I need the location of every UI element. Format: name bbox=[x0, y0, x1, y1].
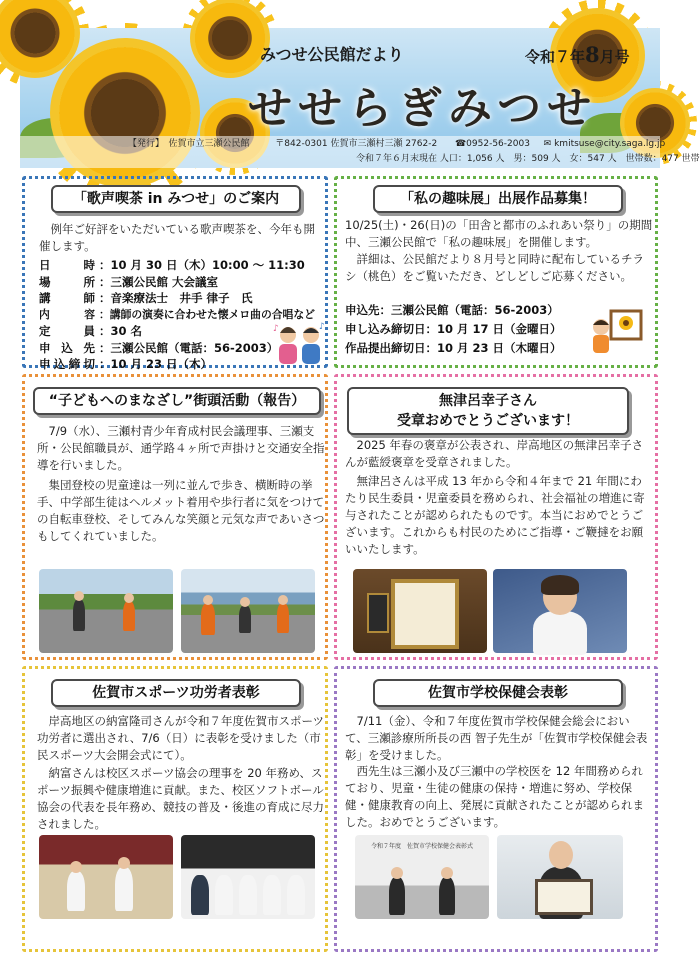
kissa-title: 「歌声喫茶 in みつせ」のご案内 bbox=[51, 185, 301, 213]
detail-row: 申込締切 ：10 月 23 日（木） bbox=[39, 357, 213, 371]
kissa-section bbox=[22, 176, 328, 371]
kodomo-title: “子どもへのまなざし”街頭活動（報告） bbox=[33, 387, 321, 415]
sunflower-image bbox=[190, 0, 270, 78]
detail-row: 場 所 ：三瀬公民館 大会議室 bbox=[39, 274, 219, 289]
ceremony-hall-photo bbox=[355, 835, 489, 919]
sports-section bbox=[22, 666, 328, 952]
award-certificate-photo bbox=[353, 569, 487, 653]
issue-year: 令和７年 bbox=[525, 48, 586, 66]
newsletter-subtitle: みつせ公民館だより bbox=[260, 45, 404, 64]
issue-suffix: 月号 bbox=[599, 48, 630, 66]
sports-title: 佐賀市スポーツ功労者表彰 bbox=[51, 679, 301, 707]
certificate-holder-photo bbox=[497, 835, 623, 919]
kishou-title-line-2: 受章おめでとうございます！ bbox=[397, 413, 579, 429]
singing-people-illustration bbox=[273, 321, 327, 365]
kishou-section bbox=[334, 374, 658, 660]
mail-icon: ✉ bbox=[543, 139, 552, 149]
deadline-row: 申し込み締切日：10 月 17 日（金曜日） bbox=[345, 322, 562, 336]
hoken-paragraph-1: 7/11（金）、令和７年度佐賀市学校保健会総会において、三瀬診療所所長の西 智子先生が「佐賀市学校保健会表彰」を受けました。 bbox=[345, 714, 648, 762]
kishou-paragraph-2: 無津呂さんは平成 13 年から令和４年まで 21 年間にわたり民生委員・児童委員を務められ、社会福祉の増進に寄与されたことが認められたものです。本当におめでとうございます。これからも村民のためにご指導・ご鞭撻をお願いいたします。 bbox=[345, 474, 645, 556]
population-stats: 令和７年６月末現在 人口：1,056 人 男：509 人 女：547 人 世帯数：477 世帯 bbox=[356, 154, 700, 164]
kishou-paragraph-1: 2025 年春の褒章が公表され、岸高地区の無津呂幸子さんが藍綬褒章を受章されました。 bbox=[345, 438, 644, 469]
crosswalk-photo bbox=[181, 569, 315, 653]
hoken-title: 佐賀市学校保健会表彰 bbox=[373, 679, 623, 707]
group-photo bbox=[181, 835, 315, 919]
phone: ☎0952-56-2003 bbox=[454, 139, 530, 149]
street-activity-photo bbox=[39, 569, 173, 653]
publisher: 【発行】 佐賀市立三瀬公民館 bbox=[128, 139, 250, 149]
painting-easel-illustration bbox=[589, 307, 645, 355]
deadline-row: 申込先：三瀬公民館（電話：56-2003） bbox=[345, 303, 559, 317]
email-link[interactable]: kmitsuse@city.saga.lg.jp bbox=[554, 139, 666, 149]
detail-row: 講 師 ：音楽療法士 井手 律子 氏 bbox=[39, 291, 253, 305]
award-ceremony-photo bbox=[39, 835, 173, 919]
address: 〒842-0301 佐賀市三瀬村三瀬 2762-2 bbox=[275, 139, 438, 149]
masthead bbox=[20, 28, 700, 168]
svg-text:♪: ♪ bbox=[319, 322, 325, 332]
issue-month: 8 bbox=[585, 42, 600, 67]
detail-row: 内 容 ：講師の演奏に合わせた懐メロ曲の合唱など bbox=[39, 307, 315, 321]
svg-text:♪: ♪ bbox=[273, 324, 279, 334]
newsletter-title: せせらぎみつせ bbox=[248, 83, 598, 134]
shumi-section bbox=[334, 176, 658, 368]
detail-row: 申 込 先 ：三瀬公民館（電話：56-2003） bbox=[39, 340, 279, 355]
shumi-paragraph-1: 10/25(土)・26(日)の「田舎と都市のふれあい祭り」の期間中、三瀬公民館で「私の趣味展」を開催します。 bbox=[345, 218, 653, 249]
hoken-section bbox=[334, 666, 658, 952]
kodomo-paragraph-1: 7/9（水）、三瀬村青少年育成村民会議理事、三瀬支所・公民館職員が、通学路４ヶ所で声掛けと交通安全指導を行いました。 bbox=[37, 424, 325, 472]
kissa-intro: 例年ご好評をいただいている歌声喫茶を、今年も開催します。 bbox=[39, 222, 315, 253]
kishou-title-line-1: 無津呂幸子さん bbox=[439, 393, 537, 409]
shumi-deadlines bbox=[345, 301, 562, 358]
detail-row: 日 時 ：10 月 30 日（木）10:00 ～ 11:30 bbox=[39, 258, 305, 272]
portrait-photo bbox=[493, 569, 627, 653]
ceremony-banner: 令和７年度 佐賀市学校保健会表彰式 bbox=[370, 843, 473, 850]
issue-label bbox=[525, 42, 630, 67]
publisher-info bbox=[20, 136, 700, 168]
shumi-paragraph-2: 詳細は、公民館だより８月号と同時に配布しているチラシ（桃色）をご覧いただき、どしどしご応募ください。 bbox=[345, 252, 644, 283]
shumi-title: 「私の趣味展」出展作品募集！ bbox=[373, 185, 623, 213]
sports-paragraph-1: 岸高地区の納富隆司さんが令和７年度佐賀市スポーツ功労者に選出され、7/6（日）に表彰を受けました（市民スポーツ大会開会式にて）。 bbox=[37, 714, 325, 762]
kishou-title bbox=[347, 387, 629, 435]
kodomo-paragraph-2: 集団登校の児童達は一列に並んで歩き、横断時の挙手、中学部生徒はヘルメット着用や歩行者に気をつけての自転車登校、そしてみんな笑顔と元気な声であいさつもしてくれていました。 bbox=[37, 478, 325, 543]
sports-paragraph-2: 納富さんは校区スポーツ協会の理事を 20 年務め、スポーツ振興や健康増進に貢献。また、校区ソフトボール協会の代表を長年務め、競技の普及・後進の育成に尽力されました。 bbox=[37, 766, 325, 831]
kodomo-section bbox=[22, 374, 328, 660]
detail-row: 定 員 ：30 名 bbox=[39, 324, 143, 338]
deadline-row: 作品提出締切日：10 月 23 日（木曜日） bbox=[345, 341, 562, 355]
hoken-paragraph-2: 西先生は三瀬小及び三瀬中の学校医を 12 年間務められており、児童・生徒の健康の保持・増進に努め、学校保健・健康教育の向上、発展に貢献されたことが認められました。おめでとうございます。 bbox=[345, 764, 644, 829]
